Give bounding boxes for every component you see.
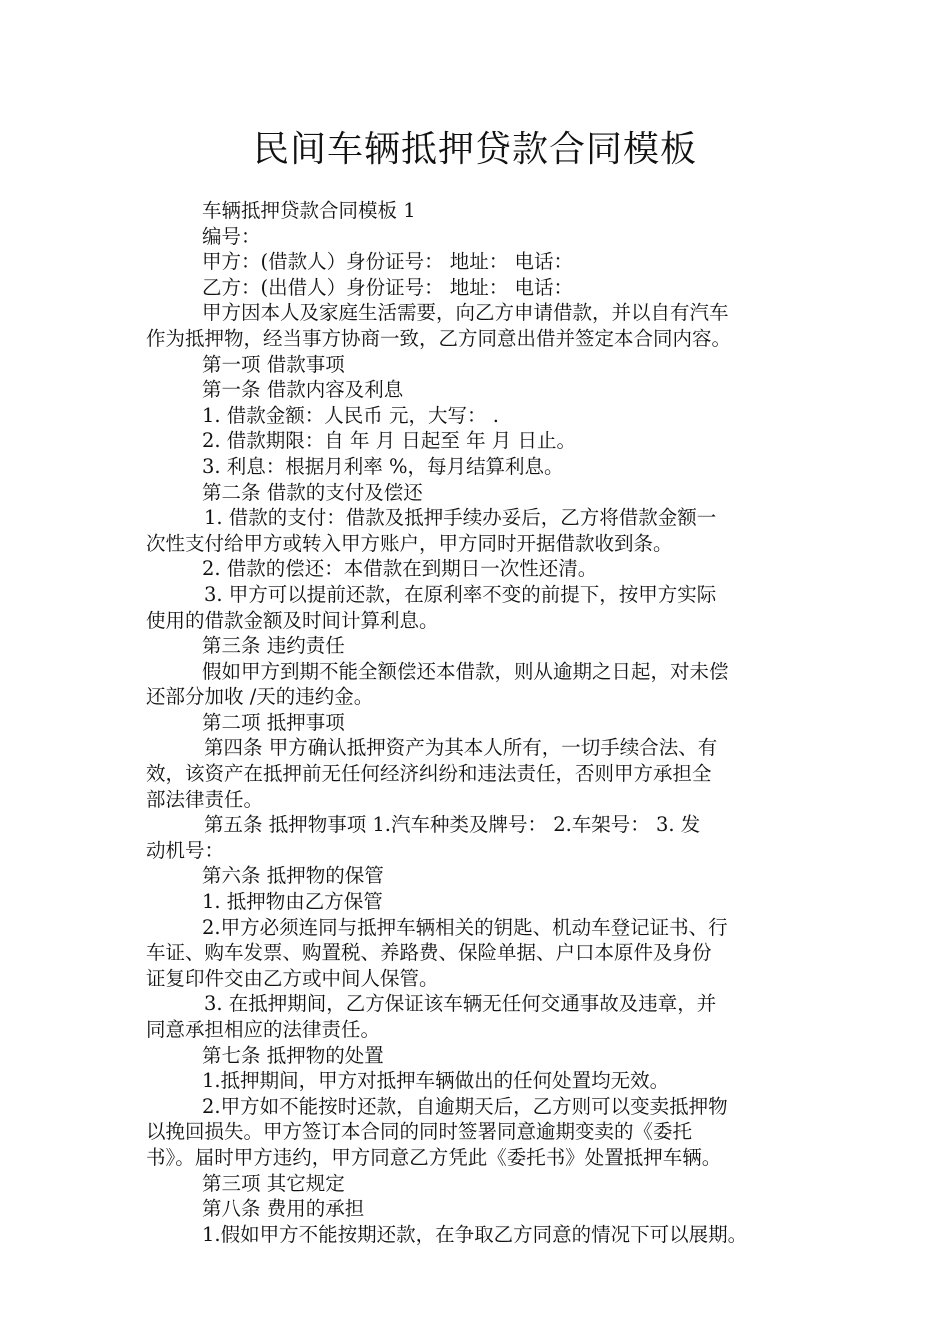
doc-line: 同意承担相应的法律责任。 xyxy=(146,1018,381,1041)
doc-line: 第四条 甲方确认抵押资产为其本人所有，一切手续合法、有 xyxy=(204,736,718,760)
doc-line: 2. 借款的偿还：本借款在到期日一次性还清。 xyxy=(202,557,598,581)
doc-line: 第七条 抵押物的处置 xyxy=(202,1043,384,1067)
doc-line: 编号： xyxy=(202,224,261,248)
doc-line: 部法律责任。 xyxy=(146,787,264,811)
document-body xyxy=(146,198,810,1247)
doc-line: 1.抵押期间，甲方对抵押车辆做出的任何处置均无效。 xyxy=(202,1069,670,1093)
doc-line: 1. 借款的支付：借款及抵押手续办妥后，乙方将借款金额一 xyxy=(204,506,717,530)
doc-line: 假如甲方到期不能全额偿还本借款，则从逾期之日起，对未偿 xyxy=(202,659,729,683)
doc-line: 甲方因本人及家庭生活需要，向乙方申请借款，并以自有汽车 xyxy=(202,301,729,325)
doc-line: 2.甲方如不能按时还款，自逾期天后，乙方则可以变卖抵押物 xyxy=(202,1094,728,1118)
doc-line: 3. 甲方可以提前还款，在原利率不变的前提下，按甲方实际 xyxy=(204,582,717,606)
doc-line: 效，该资产在抵押前无任何经济纠纷和违法责任，否则甲方承担全 xyxy=(146,762,712,786)
doc-line: 第三条 违约责任 xyxy=(202,634,345,658)
doc-line: 第二项 抵押事项 xyxy=(202,710,345,734)
doc-line: 2.甲方必须连同与抵押车辆相关的钥匙、机动车登记证书、行 xyxy=(202,915,728,939)
doc-line: 书》。届时甲方违约，甲方同意乙方凭此《委托书》处置抵押车辆。 xyxy=(146,1145,722,1169)
doc-line: 乙方：(出借人）身份证号： 地址： 电话： xyxy=(202,275,574,299)
document-title: 民间车辆抵押贷款合同模板 xyxy=(252,129,697,170)
doc-line: 使用的借款金额及时间计算利息。 xyxy=(146,608,439,632)
doc-line: 1.假如甲方不能按期还款，在争取乙方同意的情况下可以展期。 xyxy=(202,1222,748,1246)
doc-line: 3. 在抵押期间，乙方保证该车辆无任何交通事故及违章，并 xyxy=(204,992,717,1016)
doc-line: 作为抵押物，经当事方协商一致，乙方同意出借并签定本合同内容。 xyxy=(146,326,732,350)
doc-line: 第二条 借款的支付及偿还 xyxy=(202,480,423,504)
doc-line: 第六条 抵押物的保管 xyxy=(202,864,384,888)
doc-line: 第五条 抵押物事项 1.汽车种类及牌号： 2.车架号： 3. 发 xyxy=(204,813,701,837)
doc-line: 2. 借款期限：自 年 月 日起至 年 月 日止。 xyxy=(202,429,576,453)
doc-line: 甲方：(借款人）身份证号： 地址： 电话： xyxy=(202,250,574,274)
doc-line: 1. 抵押物由乙方保管 xyxy=(202,890,383,914)
doc-line: 第一项 借款事项 xyxy=(202,352,345,376)
doc-line: 1. 借款金额：人民币 元，大写： . xyxy=(202,403,499,427)
doc-line: 第一条 借款内容及利息 xyxy=(202,378,404,402)
doc-line: 车证、购车发票、购置税、养路费、保险单据、户口本原件及身份 xyxy=(146,941,712,965)
doc-line: 3. 利息：根据月利率 %，每月结算利息。 xyxy=(202,454,564,478)
doc-line: 还部分加收 /天的违约金。 xyxy=(146,685,374,709)
doc-line: 第八条 费用的承担 xyxy=(202,1197,365,1221)
doc-line: 证复印件交由乙方或中间人保管。 xyxy=(146,966,439,990)
doc-line: 次性支付给甲方或转入甲方账户，甲方同时开据借款收到条。 xyxy=(146,531,673,555)
doc-line: 车辆抵押贷款合同模板 1 xyxy=(202,199,416,222)
doc-line: 以挽回损失。甲方签订本合同的同时签署同意逾期变卖的《委托 xyxy=(146,1120,693,1144)
doc-line: 动机号： xyxy=(146,838,225,862)
doc-line: 第三项 其它规定 xyxy=(202,1171,345,1195)
